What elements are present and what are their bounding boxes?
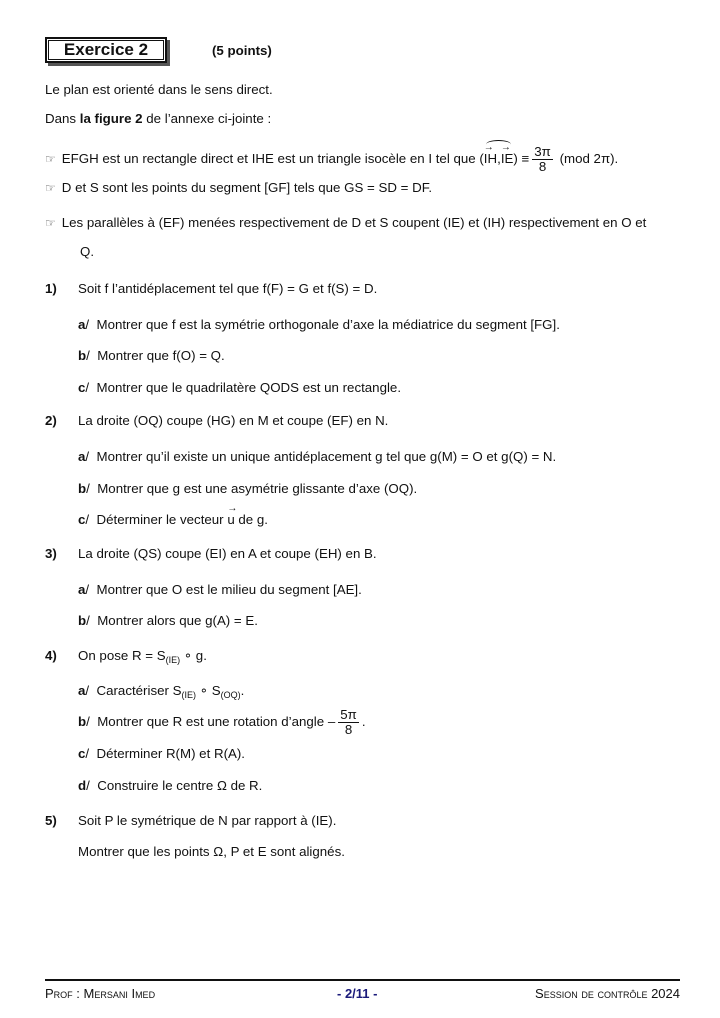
text: Montrer que O est le milieu du segment [AE]. — [96, 582, 362, 597]
bullet-3-cont: Q. — [80, 244, 95, 259]
slash: / — [85, 512, 90, 527]
fraction — [338, 708, 359, 737]
text: D et S sont les points du segment [GF] tels que GS = SD = DF. — [61, 180, 433, 195]
slash: / — [85, 683, 90, 698]
bullet-2 — [45, 180, 432, 196]
text: Construire le centre Ω de R. — [97, 778, 263, 793]
page-number: - 2/11 - — [337, 986, 378, 1001]
text: Montrer que le quadrilatère QODS est un rectangle. — [96, 380, 402, 395]
slash: / — [86, 613, 90, 628]
text: Les parallèles à (EF) menées respectivement de D et S coupent (IE) et (IH) respectivement en O et — [61, 215, 647, 230]
label: c — [78, 746, 86, 761]
text: ∘ g. — [180, 648, 207, 663]
sub-question — [78, 706, 366, 738]
text: Déterminer le vecteur — [96, 512, 228, 527]
label: a — [78, 449, 86, 464]
text: . — [361, 714, 366, 729]
pointing-hand-icon: ☞ — [45, 152, 56, 167]
sub-question — [78, 746, 245, 762]
numerator: 3π — [534, 144, 551, 159]
sub-question — [78, 582, 362, 598]
label: b — [78, 613, 87, 628]
denominator: 8 — [344, 721, 353, 737]
sub-question — [78, 613, 258, 629]
sub-question — [78, 481, 417, 497]
intro-line: Le plan est orienté dans le sens direct. — [45, 82, 273, 97]
question-text: La droite (OQ) coupe (HG) en M et coupe (EF) en N. — [78, 413, 389, 428]
slash: / — [86, 714, 90, 729]
angle-notation: → IH,→ IE — [484, 151, 514, 167]
question-text-2: Montrer que les points Ω, P et E sont alignés. — [78, 844, 345, 859]
slash: / — [85, 746, 90, 761]
label: d — [78, 778, 87, 793]
pointing-hand-icon: ☞ — [45, 181, 56, 195]
vector-ie: → IE — [501, 151, 514, 167]
sub-question — [78, 683, 244, 703]
label: a — [78, 582, 86, 597]
bullet-1 — [45, 145, 618, 174]
label: c — [78, 512, 86, 527]
text: ) ≡ — [513, 151, 530, 167]
question-number: 2) — [45, 413, 57, 428]
text: de g. — [234, 512, 268, 527]
text: Caractériser S — [96, 683, 182, 698]
subscript: (IE) — [181, 690, 196, 700]
slash: / — [86, 481, 90, 496]
question-text — [78, 648, 207, 668]
question-number: 1) — [45, 281, 57, 296]
subscript: (IE) — [165, 655, 181, 665]
slash: / — [85, 380, 90, 395]
footer-author: Prof : Mersani Imed — [45, 986, 156, 1001]
fraction — [532, 145, 553, 174]
denominator: 8 — [538, 159, 547, 174]
label: b — [78, 481, 87, 496]
text: ∘ S — [195, 683, 221, 698]
footer-divider — [45, 979, 680, 981]
intro-line-2 — [45, 111, 271, 127]
label: a — [78, 683, 86, 698]
text: Montrer qu’il existe un unique antidéplacement g tel que g(M) = O et g(Q) = N. — [96, 449, 557, 464]
question-number: 4) — [45, 648, 57, 663]
text: de l’annexe ci-jointe : — [142, 111, 272, 126]
sub-question — [78, 778, 262, 794]
bullet-3 — [45, 215, 646, 231]
label: a — [78, 317, 86, 332]
sub-question — [78, 449, 556, 465]
question-text: Soit f l’antidéplacement tel que f(F) = G et f(S) = D. — [78, 281, 378, 296]
label: c — [78, 380, 86, 395]
text: Dans — [45, 111, 80, 126]
points-label: (5 points) — [212, 43, 272, 58]
numerator: 5π — [340, 706, 357, 722]
text: . — [240, 683, 245, 698]
text: On pose R = S — [78, 648, 166, 663]
text: Montrer que g est une asymétrie glissante d’axe (OQ). — [97, 481, 418, 496]
vector-u: → u — [227, 512, 234, 528]
footer-session: Session de contrôle 2024 — [535, 986, 680, 1001]
question-number: 5) — [45, 813, 57, 828]
figure-ref: la figure 2 — [79, 111, 143, 126]
question-number: 3) — [45, 546, 57, 561]
sub-question — [78, 348, 225, 364]
sub-question — [78, 512, 268, 528]
sub-question — [78, 317, 560, 333]
question-text: Soit P le symétrique de N par rapport à (IE). — [78, 813, 337, 828]
text: Déterminer R(M) et R(A). — [96, 746, 245, 761]
text: Montrer que f(O) = Q. — [97, 348, 225, 363]
exercise-title-box: Exercice 2 — [45, 37, 167, 63]
subscript: (OQ) — [220, 690, 241, 700]
slash: / — [85, 449, 90, 464]
text: Montrer que R est une rotation d’angle – — [97, 714, 336, 729]
text: Montrer alors que g(A) = E. — [97, 613, 258, 628]
slash: / — [85, 317, 90, 332]
text: (mod 2π). — [559, 151, 619, 167]
vector-ih: → IH — [484, 151, 497, 167]
slash: / — [85, 582, 90, 597]
sub-question — [78, 380, 401, 396]
label: b — [78, 348, 87, 363]
pointing-hand-icon: ☞ — [45, 216, 56, 230]
question-text: La droite (QS) coupe (EI) en A et coupe (EH) en B. — [78, 546, 377, 561]
slash: / — [86, 348, 90, 363]
label: b — [78, 714, 87, 729]
text: EFGH est un rectangle direct et IHE est un triangle isocèle en I tel que ( — [61, 151, 484, 167]
slash: / — [86, 778, 90, 793]
text: Montrer que f est la symétrie orthogonale d’axe la médiatrice du segment [FG]. — [96, 317, 560, 332]
